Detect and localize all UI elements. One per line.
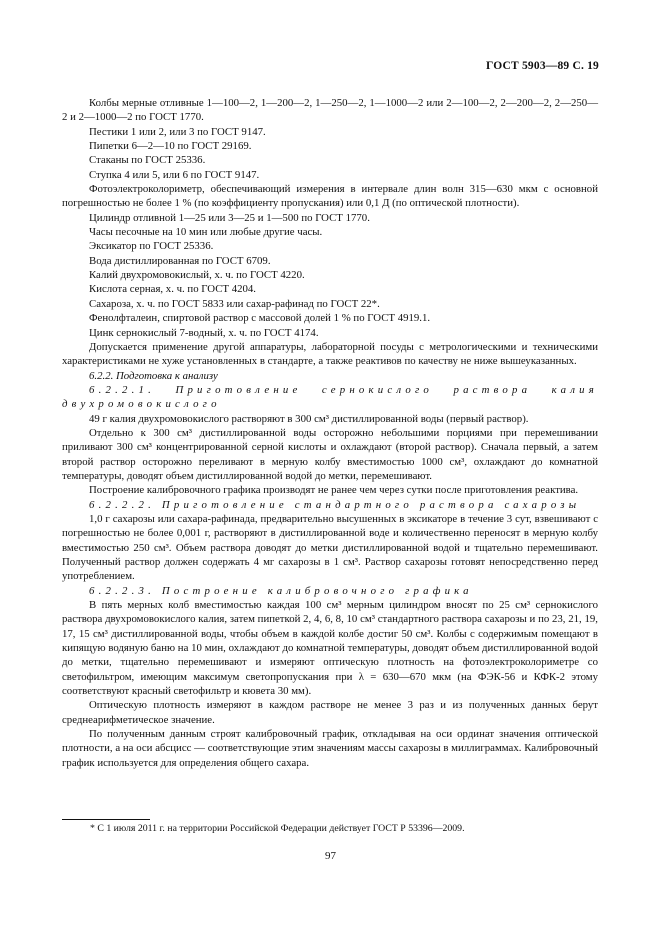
paragraph-zinc-sulfate: Цинк сернокислый 7-водный, х. ч. по ГОСТ 4174. xyxy=(89,326,319,339)
paragraph-phenolphthalein: Фенолфталеин, спиртовой раствор с массовой долей 1 % по ГОСТ 4919.1. xyxy=(89,312,431,325)
paragraph-sucrose: Сахароза, х. ч. по ГОСТ 5833 или сахар-рафинад по ГОСТ 22*. xyxy=(89,297,380,310)
document-body xyxy=(62,96,598,770)
paragraph-second-solution: Отдельно к 300 см³ дистиллированной воды осторожно небольшими порциями при перемешивании приливают 300 см³ концентрированной серной кислоты и охлаждают (второй раствор). Сначала первый, а затем второй раствор осторожно переливают в мерную колбу вместимостью 1000 см³, охлаждают до комнатной температуры, доводят объем дистиллированной водой до метки, перемешивают. xyxy=(62,426,598,482)
paragraph-water: Вода дистиллированная по ГОСТ 6709. xyxy=(89,254,271,267)
paragraph-graph-construction: По полученным данным строят калибровочный график, откладывая на оси ординат значения оптической плотности, а на оси абсцисс — соответствующие этим значениям массы сахарозы в миллиграммах. Калибровочный график используется для определения общего сахара. xyxy=(62,728,598,769)
paragraph-hourglass: Часы песочные на 10 мин или любые другие часы. xyxy=(89,226,323,239)
paragraph-mortar: Ступка 4 или 5, или 6 по ГОСТ 9147. xyxy=(89,168,260,181)
paragraph-calibration-timing: Построение калибровочного графика производят не ранее чем через сутки после приготовления реактива. xyxy=(89,484,579,497)
paragraph-dichromate: Калий двухромовокислый, х. ч. по ГОСТ 4220. xyxy=(89,269,305,282)
paragraph-colorimeter: Фотоэлектроколориметр, обеспечивающий измерения в интервале длин волн 315—630 мкм с основной погрешностью не более 1 % (по коэффициенту пропускания) или 0,1 Д (по оптической плотности). xyxy=(62,183,598,210)
paragraph-pestles: Пестики 1 или 2, или 3 по ГОСТ 9147. xyxy=(89,125,266,138)
paragraph-standard-solution: 1,0 г сахарозы или сахара-рафинада, предварительно высушенных в эксикаторе в течение 3 сут, взвешивают с погрешностью не более 0,001 г, растворяют в дистиллированной воде и количественно переносят в мерную колбу вместимостью 250 см³. Объем раствора доводят до метки дистиллированной водой и тщательно перемешивают. Полученный раствор должен содержать 4 мг сахарозы в 1 см³. Раствор сахарозы готовят непосредственно перед употреблением. xyxy=(62,512,598,583)
paragraph-cylinder: Цилиндр отливной 1—25 или 3—25 и 1—500 по ГОСТ 1770. xyxy=(89,211,370,224)
section-heading-preparation: 6.2.2. Подготовка к анализу xyxy=(89,369,218,382)
paragraph-optical-density: Оптическую плотность измеряют в каждом растворе не менее 3 раз и из полученных данных берут среднеарифметическое значение. xyxy=(62,699,598,726)
section-heading-standard-solution: 6.2.2.2. Приготовление стандартного раствора сахарозы xyxy=(89,498,581,511)
section-heading-dichromate-solution: 6.2.2.1. Приготовление сернокислого раствора калия двухромовокислого xyxy=(62,383,598,411)
page-header: ГОСТ 5903—89 С. 19 xyxy=(486,60,599,72)
paragraph-calibration-procedure: В пять мерных колб вместимостью каждая 100 см³ мерным цилиндром вносят по 25 см³ сернокислого раствора двухромовокислого калия, затем пипеткой 2, 4, 6, 8, 10 см³ стандартного раствора сахарозы и по 23, 21, 19, 17, 15 см³ дистиллированной воды, чтобы объем в каждой колбе достиг 50 см³. Колбы с содержимым помещают в кипящую водяную баню на 10 мин, охлаждают до комнатной температуры, доводят объем дистиллированной водой до метки, тщательно перемешивают и измеряют оптическую плотность на фотоэлектроколориметре со светофильтром, имеющим максимум светопропускания при λ = 630—670 мкм (на ФЭК-56 и КФК-2 этому соответствуют красный светофильтр и кювета 30 мм). xyxy=(62,599,598,698)
footnote-divider xyxy=(62,819,150,820)
paragraph-sulfuric-acid: Кислота серная, х. ч. по ГОСТ 4204. xyxy=(89,283,256,296)
page-number: 97 xyxy=(325,850,336,862)
paragraph-first-solution: 49 г калия двухромовокислого растворяют в 300 см³ дистиллированной воды (первый раствор). xyxy=(89,412,529,425)
paragraph-pipettes: Пипетки 6—2—10 по ГОСТ 29169. xyxy=(89,140,252,153)
paragraph-desiccator: Эксикатор по ГОСТ 25336. xyxy=(89,240,214,253)
footnote: * С 1 июля 2011 г. на территории Российской Федерации действует ГОСТ Р 53396—2009. xyxy=(90,823,465,834)
paragraph-flasks: Колбы мерные отливные 1—100—2, 1—200—2, 1—250—2, 1—1000—2 или 2—100—2, 2—200—2, 2—250—2 и 2—1000—2 по ГОСТ 1770. xyxy=(62,97,598,124)
paragraph-beakers: Стаканы по ГОСТ 25336. xyxy=(89,154,206,167)
paragraph-permitted-equipment: Допускается применение другой аппаратуры, лабораторной посуды с метрологическими и техническими характеристиками не хуже установленных в стандарте, а также реактивов по качеству не ниже вышеуказанных. xyxy=(62,340,598,368)
section-heading-calibration-graph: 6.2.2.3. Построение калибровочного графика xyxy=(89,584,473,597)
